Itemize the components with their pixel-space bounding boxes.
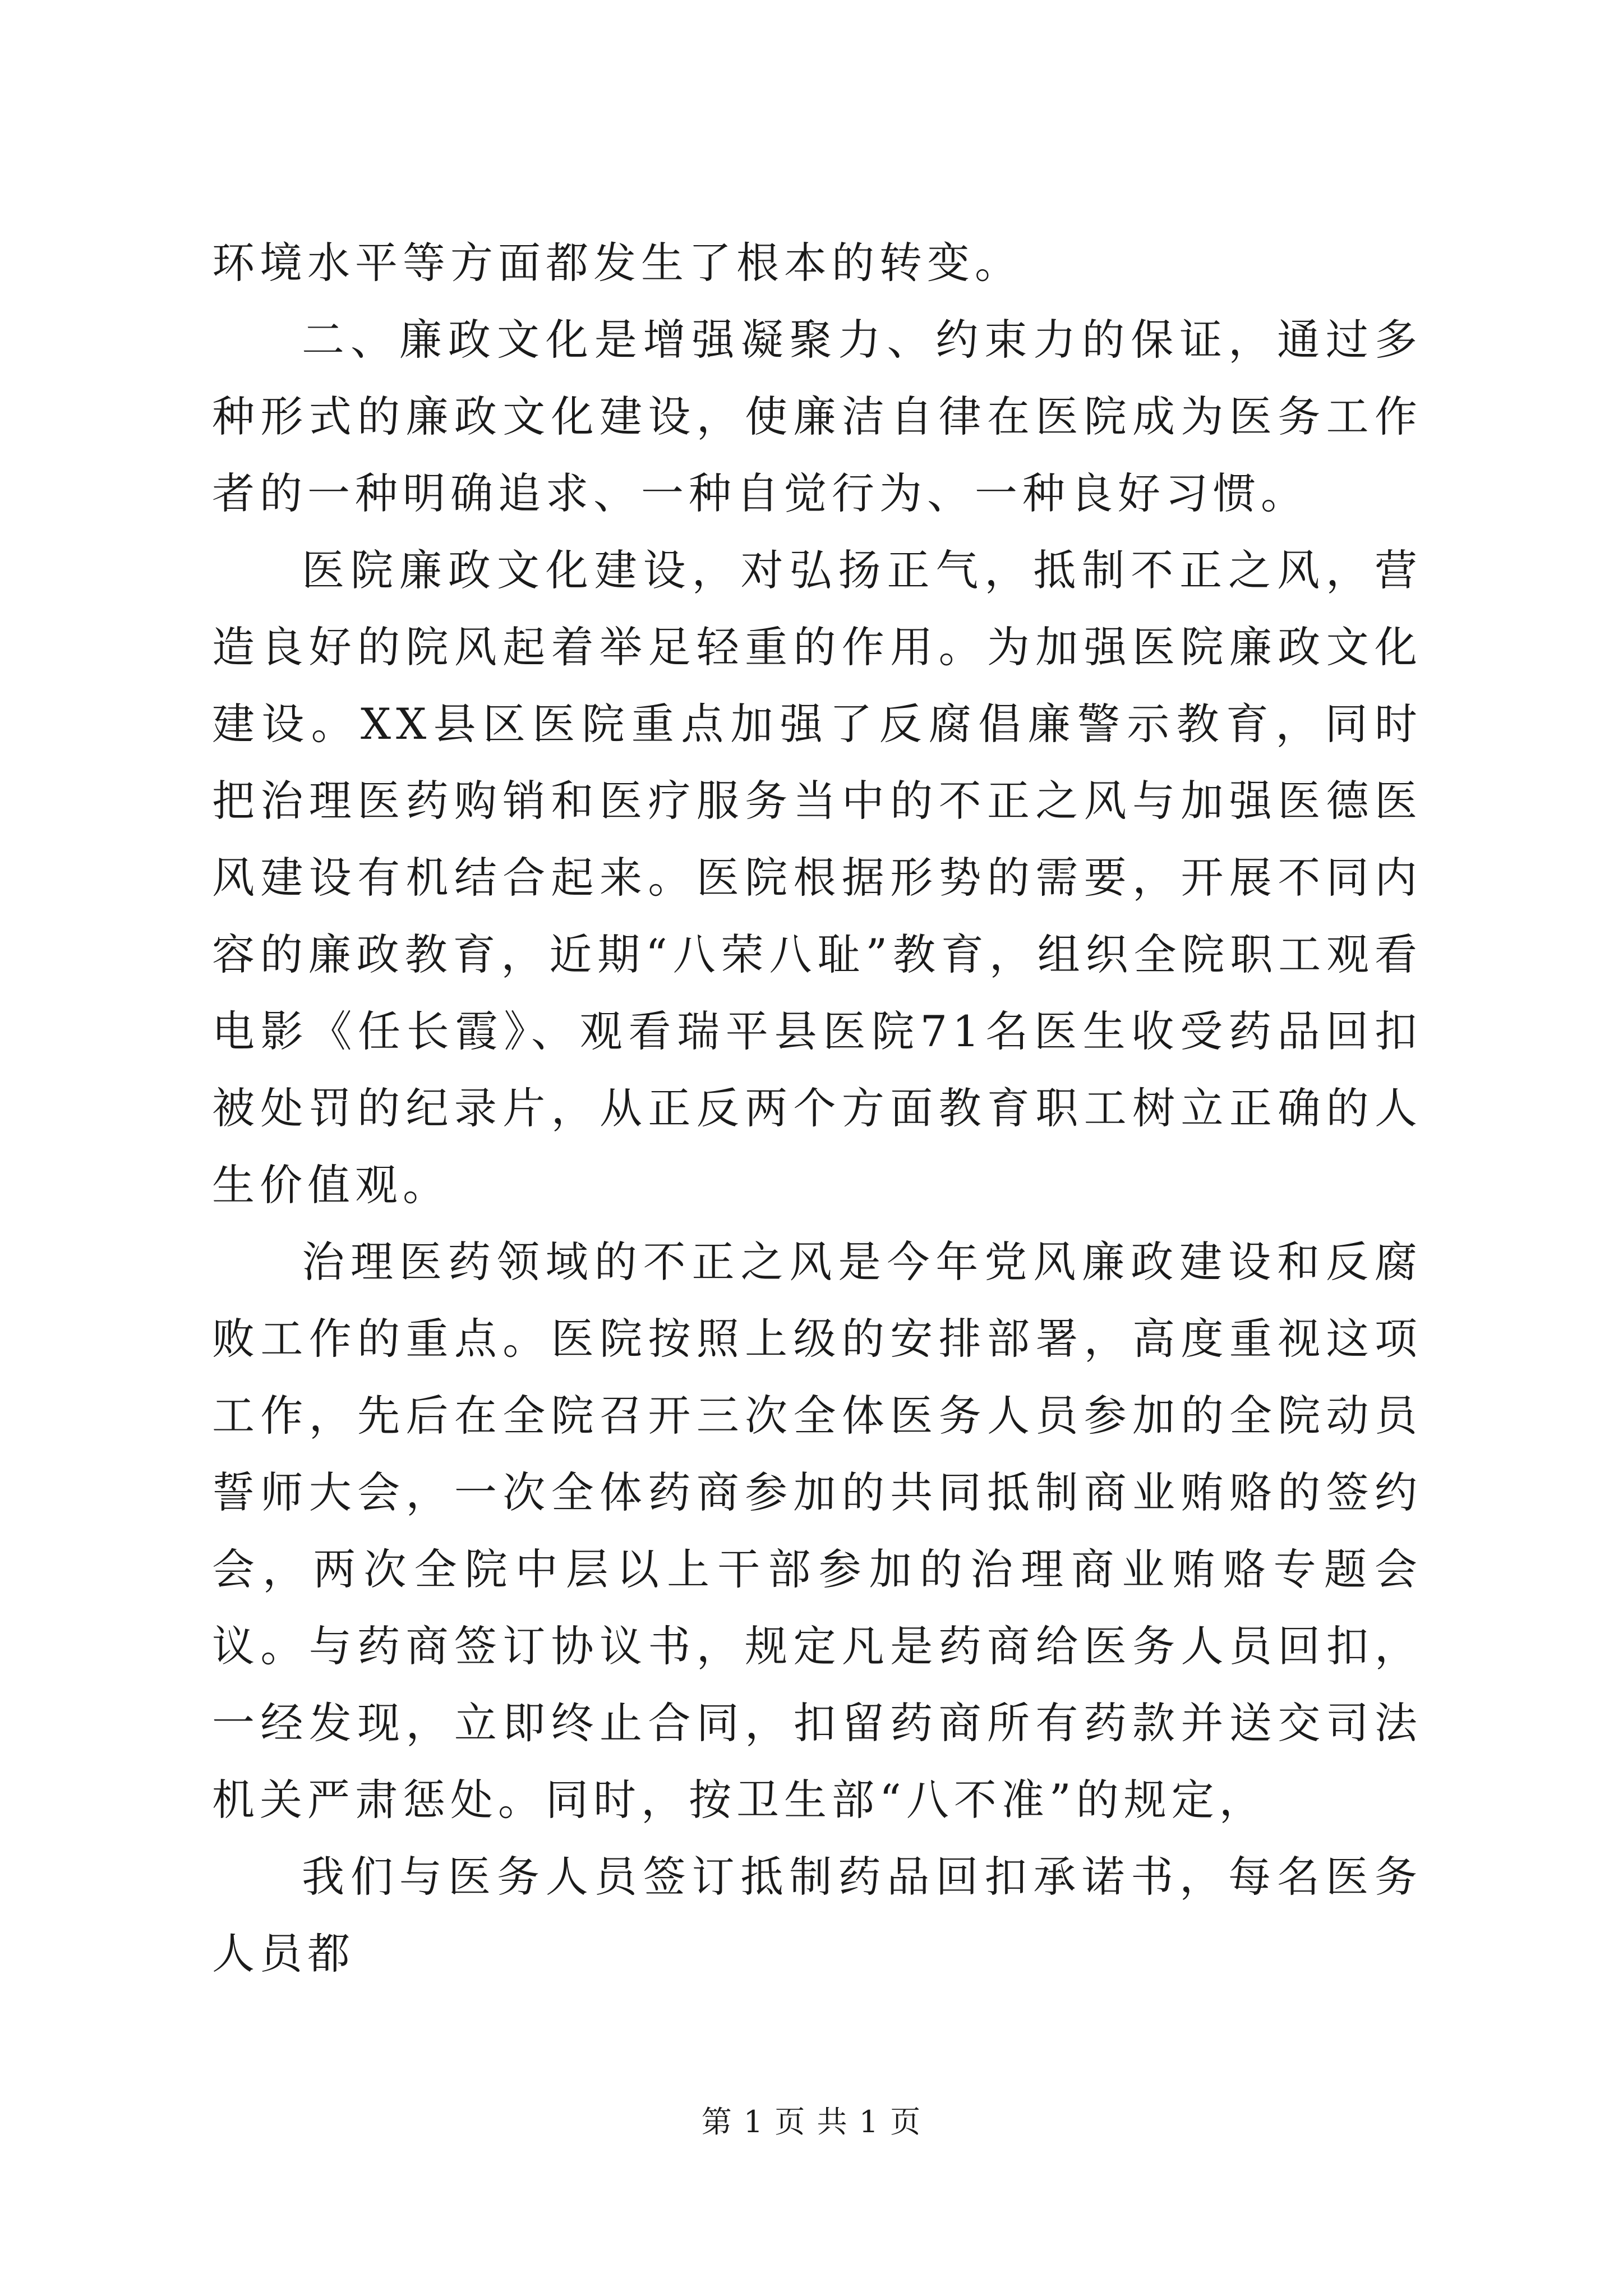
paragraph-4: 治理医药领域的不正之风是今年党风廉政建设和反腐败工作的重点。医院按照上级的安排部署，高度重视这项工作，先后在全院召开三次全体医务人员参加的全院动员誓师大会，一次全体药商参加的共同抵制商业贿赂的签约会，两次全院中层以上干部参加的治理商业贿赂专题会议。与药商签订协议书，规定凡是药商给医务人员回扣，一经发现，立即终止合同，扣留药商所有药款并送交司法机关严肃惩处。同时，按卫生部“八不准”的规定， [212, 1237, 1422, 1825]
paragraph-5: 我们与医务人员签订抵制药品回扣承诺书，每名医务人员都 [212, 1852, 1422, 1978]
paragraph-1: 环境水平等方面都发生了根本的转变。 [212, 238, 1022, 288]
page-footer: 第 1 页 共 1 页 [701, 2104, 922, 2139]
paragraph-3: 医院廉政文化建设，对弘扬正气，抵制不正之风，营造良好的院风起着举足轻重的作用。为加强医院廉政文化建设。XX县区医院重点加强了反腐倡廉警示教育，同时把治理医药购销和医疗服务当中的不正之风与加强医德医风建设有机结合起来。医院根据形势的需要，开展不同内容的廉政教育，近期“八荣八耻”教育，组织全院职工观看电影《任长霞》、观看瑞平县医院71名医生收受药品回扣被处罚的纪录片，从正反两个方面教育职工树立正确的人生价值观。 [212, 545, 1422, 1210]
document-body [212, 224, 1422, 1992]
paragraph-2: 二、廉政文化是增强凝聚力、约束力的保证，通过多种形式的廉政文化建设，使廉洁自律在医院成为医务工作者的一种明确追求、一种自觉行为、一种良好习惯。 [212, 315, 1422, 518]
